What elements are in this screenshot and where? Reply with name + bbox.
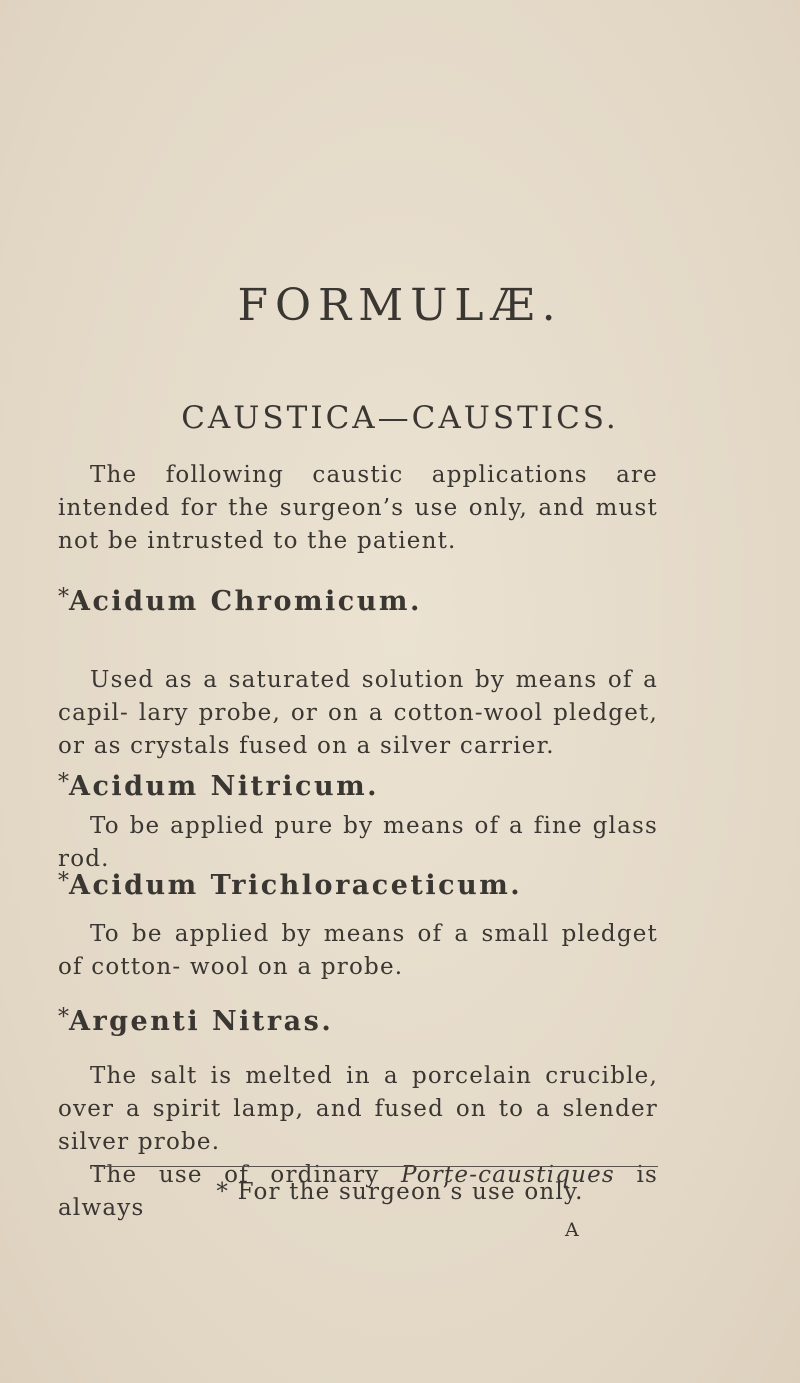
footnote: * For the surgeon’s use only. bbox=[216, 1179, 584, 1205]
entry-heading-acidum-chromicum: *Acidum Chromicum. bbox=[58, 585, 422, 617]
entry-text-argenti-nitras: The salt is melted in a porcelain crucible, over a spirit lamp, and fused on to a slender silver probe. The use of ordinary Porte-caustiques is always bbox=[58, 1063, 659, 1221]
section-title: CAUSTICA—CAUSTICS. bbox=[181, 400, 619, 436]
footnote-divider bbox=[94, 1166, 658, 1167]
footnote-marker: * bbox=[58, 1005, 69, 1030]
entry-heading-acidum-nitricum: *Acidum Nitricum. bbox=[58, 770, 380, 802]
signature-mark: A bbox=[565, 1219, 579, 1241]
footnote-marker: * bbox=[58, 585, 69, 610]
intro-text: The following caustic applications are intended for the surgeon’s use only, and must not be intrusted to the patient. bbox=[58, 462, 658, 554]
footnote-marker: * bbox=[58, 869, 69, 894]
entry-text-acidum-trichloraceticum: To be applied by means of a small pledget of cotton- wool on a probe. bbox=[58, 921, 658, 980]
entry-text-acidum-chromicum: Used as a saturated solution by means of a capil- lary probe, or on a cotton-wool pledget, or as crystals fused on a silver carrier. bbox=[58, 667, 658, 759]
page-title: FORMULÆ. bbox=[237, 280, 563, 331]
entry-text-acidum-nitricum: To be applied pure by means of a fine glass rod. bbox=[58, 813, 658, 872]
intro-paragraph bbox=[58, 459, 658, 558]
footnote-marker: * bbox=[58, 770, 69, 795]
entry-heading-acidum-trichloraceticum: *Acidum Trichloraceticum. bbox=[58, 869, 523, 901]
entry-heading-argenti-nitras: *Argenti Nitras. bbox=[58, 1005, 334, 1037]
